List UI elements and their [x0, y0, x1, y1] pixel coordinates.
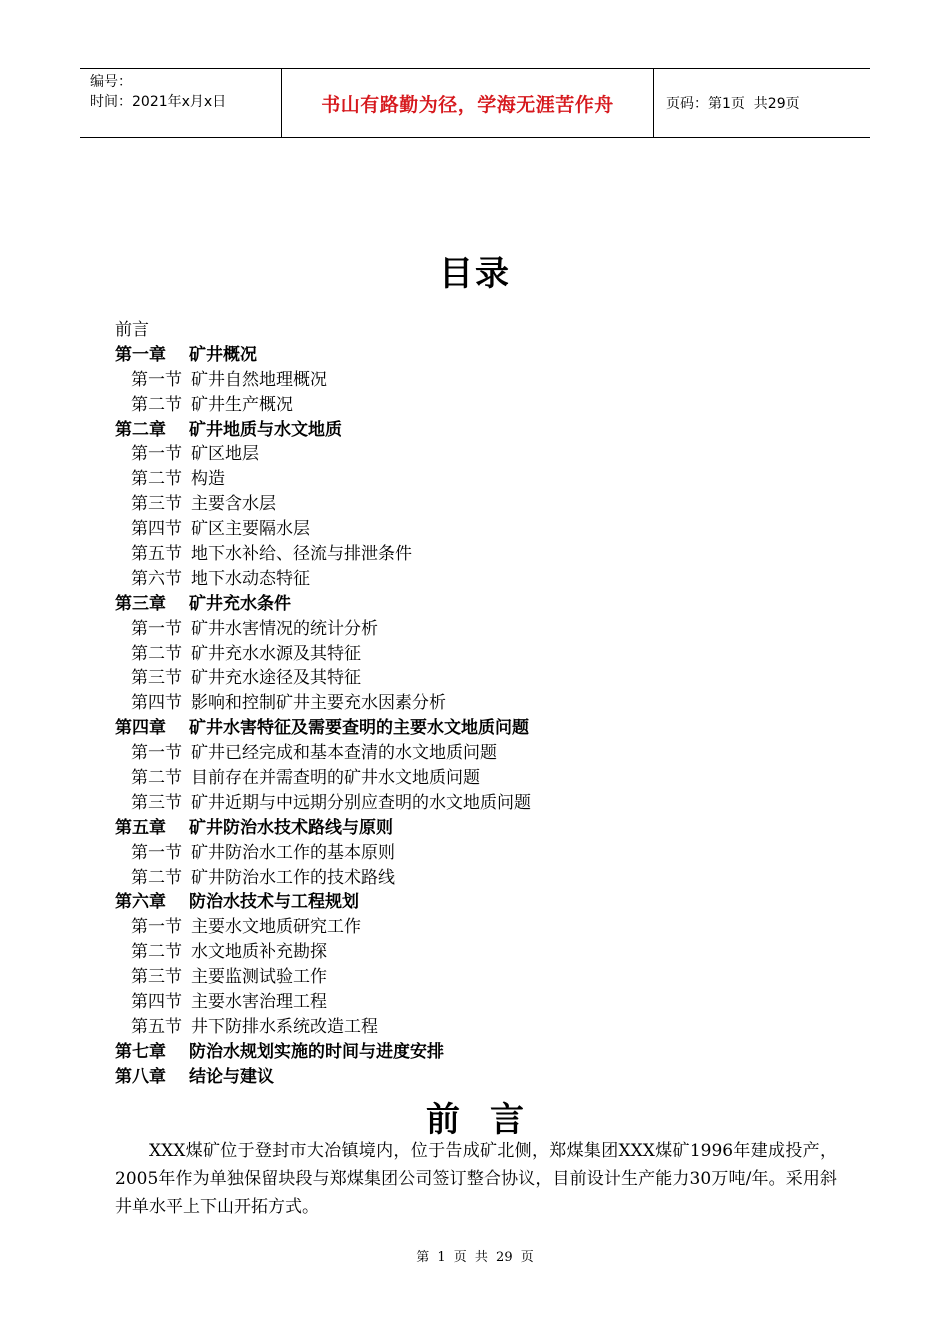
toc-item-number: 第一节	[131, 369, 182, 390]
toc-item-title: 矿井地质与水文地质	[189, 419, 342, 440]
page-header	[80, 68, 870, 138]
toc-item-title: 防治水规划实施的时间与进度安排	[189, 1041, 444, 1062]
toc-item-title: 矿井水害特征及需要查明的主要水文地质问题	[189, 718, 529, 739]
toc-item-title: 地下水动态特征	[191, 568, 310, 589]
toc-section[interactable]	[115, 368, 815, 393]
toc-section[interactable]	[115, 990, 815, 1015]
toc-section[interactable]	[115, 866, 815, 891]
toc-section[interactable]	[115, 517, 815, 542]
toc-item-title: 水文地质补充勘探	[191, 942, 327, 963]
toc-item-title: 影响和控制矿井主要充水因素分析	[191, 693, 446, 714]
header-page-label: 页码：第1页 共29页	[666, 96, 800, 112]
toc-item-number: 第三节	[131, 494, 182, 515]
toc-title: 目录	[439, 254, 511, 294]
toc-item-title: 目前存在并需查明的矿井水文地质问题	[191, 768, 480, 789]
toc-item-title: 防治水技术与工程规划	[189, 892, 359, 913]
toc-chapter[interactable]	[115, 816, 815, 841]
toc-section[interactable]	[115, 965, 815, 990]
toc-item-title: 矿井防治水技术路线与原则	[189, 817, 393, 838]
toc-section[interactable]	[115, 617, 815, 642]
header-info-cell	[80, 69, 282, 137]
toc-item-number: 第四节	[131, 992, 182, 1013]
toc-item-number: 第二节	[131, 942, 182, 963]
toc-item-title: 构造	[191, 469, 225, 490]
toc-item-number: 第二章	[115, 419, 166, 440]
toc-section[interactable]	[115, 915, 815, 940]
toc-item-title: 矿井自然地理概况	[191, 369, 327, 390]
toc-section[interactable]	[115, 492, 815, 517]
toc-item-number: 第二节	[131, 469, 182, 490]
toc-item-number: 第三节	[131, 668, 182, 689]
toc-item-title: 主要含水层	[191, 494, 276, 515]
toc-section[interactable]	[115, 393, 815, 418]
toc-item-title: 结论与建议	[189, 1066, 274, 1087]
toc-item-number: 第三节	[131, 967, 182, 988]
toc-section[interactable]	[115, 1015, 815, 1040]
table-of-contents	[115, 318, 815, 1090]
toc-section[interactable]	[115, 940, 815, 965]
toc-item-title: 矿井防治水工作的技术路线	[191, 867, 395, 888]
toc-item-number: 第五章	[115, 817, 166, 838]
toc-chapter[interactable]	[115, 1065, 815, 1090]
toc-entry[interactable]	[115, 318, 815, 343]
toc-item-number: 第六节	[131, 568, 182, 589]
toc-section[interactable]	[115, 467, 815, 492]
toc-item-number: 第三节	[131, 792, 182, 813]
toc-item-title: 主要水害治理工程	[191, 992, 327, 1013]
preface-paragraph: XXX煤矿位于登封市大冶镇境内，位于告成矿北侧，郑煤集团XXX煤矿1996年建成投产，2005年作为单独保留块段与郑煤集团公司签订整合协议，目前设计生产能力30万吨/年。采用斜井单水平上下山开拓方式。	[115, 1141, 837, 1217]
toc-item-number: 第七章	[115, 1041, 166, 1062]
toc-chapter[interactable]	[115, 716, 815, 741]
toc-section[interactable]	[115, 666, 815, 691]
toc-section[interactable]	[115, 841, 815, 866]
toc-chapter[interactable]	[115, 890, 815, 915]
toc-section[interactable]	[115, 442, 815, 467]
toc-item-title: 矿井水害情况的统计分析	[191, 618, 378, 639]
toc-item-title: 矿井近期与中远期分别应查明的水文地质问题	[191, 792, 531, 813]
toc-item-number: 第一节	[131, 743, 182, 764]
document-number-label: 编号：	[90, 74, 132, 90]
toc-item-number: 第四章	[115, 718, 166, 739]
toc-item-title: 矿区主要隔水层	[191, 519, 310, 540]
toc-item-number: 第一节	[131, 444, 182, 465]
toc-item-number: 第二节	[131, 867, 182, 888]
toc-item-title: 矿区地层	[191, 444, 259, 465]
toc-item-title: 矿井充水水源及其特征	[191, 643, 361, 664]
toc-chapter[interactable]	[115, 343, 815, 368]
toc-item-number: 第一节	[131, 917, 182, 938]
toc-section[interactable]	[115, 741, 815, 766]
toc-item-title: 主要水文地质研究工作	[191, 917, 361, 938]
preface-title: 前言	[426, 1100, 554, 1140]
toc-section[interactable]	[115, 766, 815, 791]
toc-item-title: 矿井充水途径及其特征	[191, 668, 361, 689]
toc-section[interactable]	[115, 542, 815, 567]
toc-item-title: 井下防排水系统改造工程	[191, 1016, 378, 1037]
toc-item-number: 第一章	[115, 344, 166, 365]
toc-item-title: 矿井充水条件	[189, 593, 291, 614]
toc-item-number: 第一节	[131, 618, 182, 639]
toc-item-title: 地下水补给、径流与排泄条件	[191, 544, 412, 565]
toc-item-title: 主要监测试验工作	[191, 967, 327, 988]
toc-section[interactable]	[115, 791, 815, 816]
toc-item-title: 矿井防治水工作的基本原则	[191, 842, 395, 863]
toc-item-number: 第三章	[115, 593, 166, 614]
toc-item-number: 第四节	[131, 519, 182, 540]
toc-chapter[interactable]	[115, 1040, 815, 1065]
toc-section[interactable]	[115, 691, 815, 716]
header-motto: 书山有路勤为径，学海无涯苦作舟	[282, 69, 654, 137]
toc-item-number: 第二节	[131, 643, 182, 664]
header-page-cell	[654, 69, 870, 137]
toc-item-number: 第四节	[131, 693, 182, 714]
document-time-label: 时间：2021年x月x日	[90, 94, 227, 110]
toc-item-number: 第六章	[115, 892, 166, 913]
toc-item-number: 第二节	[131, 394, 182, 415]
toc-item-number: 前言	[115, 320, 149, 340]
toc-section[interactable]	[115, 642, 815, 667]
toc-item-number: 第八章	[115, 1066, 166, 1087]
toc-item-number: 第一节	[131, 842, 182, 863]
toc-item-title: 矿井已经完成和基本查清的水文地质问题	[191, 743, 497, 764]
toc-item-number: 第五节	[131, 544, 182, 565]
toc-item-title: 矿井生产概况	[191, 394, 293, 415]
toc-chapter[interactable]	[115, 418, 815, 443]
toc-item-number: 第五节	[131, 1016, 182, 1037]
page-footer: 第 1 页 共 29 页	[416, 1250, 534, 1265]
toc-item-title: 矿井概况	[189, 344, 257, 365]
toc-item-number: 第二节	[131, 768, 182, 789]
toc-chapter[interactable]	[115, 592, 815, 617]
toc-section[interactable]	[115, 567, 815, 592]
